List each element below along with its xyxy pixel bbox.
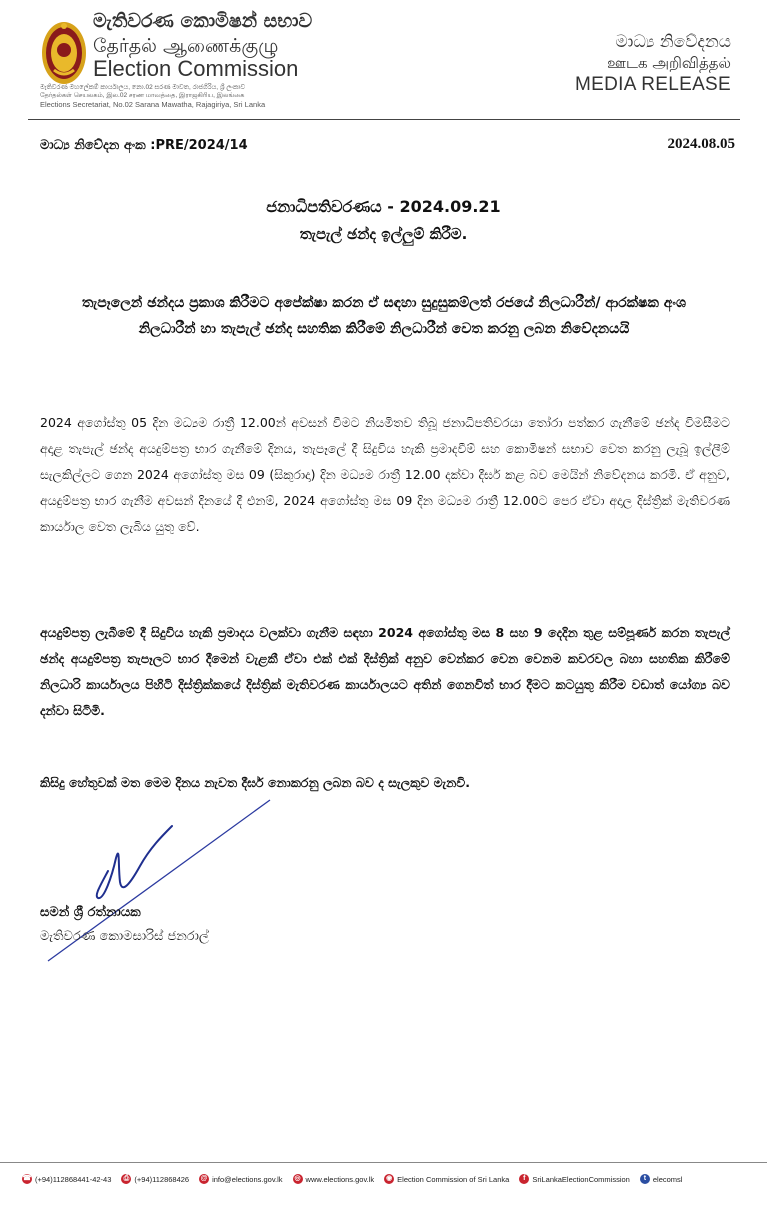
footer-website[interactable]: ◎ www.elections.gov.lk — [294, 1174, 375, 1184]
footer-contacts — [22, 1171, 692, 1187]
signatory-title: මැතිවරණ කොමසාරිස් ජනරාල් — [40, 929, 209, 944]
paragraph-2: අයදුම්පත්‍ර ලැබීමේ දී සිදුවිය හැකි ප්‍රමාදය වලක්වා ගැනීම සඳහා 2024 අගෝස්තු මස 8 සහ 9 දෙදින තුළ සම්පූර්ණ කරන තැපැල් ඡන්ද අයදුම්පත්‍ර තැපෑලට භාර දීමෙන් වැළකී ඒවා එක් එක් දිස්ත්‍රික් අනුව වෙන්කර වෙන වෙනම කවරවල බහා සහතික කිරීමේ නිලධාරි කාර්යාලය පිහිටි දිස්ත්‍රික්කයේ දිස්ත්‍රික් මැතිවරණ කාර්යාලයට අතින් ගෙනවිත් භාර දීමට කටයුතු කිරීම වඩාත් යෝග්‍ය බව දන්වා සිටිමි. — [40, 625, 730, 718]
media-release-sinhala: මාධ්‍ය නිවේදනය — [615, 32, 731, 52]
media-release-tamil: ஊடக அறிவித்தல் — [607, 54, 731, 72]
twitter-icon: t — [640, 1174, 650, 1184]
title-line-2: තැපැල් ඡන්ද ඉල්ලුම් කිරීම. — [299, 225, 468, 243]
address-tamil: தேர்தல்கள் செயலகம், இல.02 சரண மாவத்தை, இராஜகிரிய, இலங்கை — [40, 92, 245, 99]
footer-fax[interactable]: ⎙ (+94)112868426 — [121, 1174, 189, 1184]
footer-facebook[interactable]: f SriLankaElectionCommission — [519, 1174, 630, 1184]
facebook-icon: f — [519, 1174, 529, 1184]
paragraph-1: 2024 අගෝස්තු 05 දින මධ්‍යම රාත්‍රී 12.00න් අවසන් වීමට නියමිතව තිබූ ජනාධිපතිවරයා තෝරා පත්කර ගැනීමේ ඡන්ද විමසීමට අදාළ තැපැල් ඡන්ද අයදුම්පත්‍ර භාර ගැනීමේ දිනය, තැපෑලේ දී සිදුවිය හැකි ප්‍රමාදවීම් සහ කොමිෂන් සභාව වෙත කරනු ලැබූ ඉල්ලීම් සැලකිල්ලට ගෙන 2024 අගෝස්තු මස 09 (සිකුරාදා) දින මධ්‍යම රාත්‍රී 12.00 දක්වා දීර්ඝ කළ බව මෙයින් නිවේදනය කරමි. ඒ අනුව, අයදුම්පත්‍ර භාර ගැනීම අවසන් දිනයේ දී එනම්, 2024 අගෝස්තු මස 09 දින මධ්‍යම රාත්‍රී 12.00ට පෙර ඒවා අදාල දිස්ත්‍රික් මැතිවරණ කාර්යාල වෙත ලැබිය යුතු වේ. — [40, 415, 730, 534]
media-release-english: MEDIA RELEASE — [575, 74, 731, 95]
reference-number: මාධ්‍ය නිවේදන අංක :PRE/2024/14 — [40, 138, 248, 153]
footer-phone[interactable]: ☎ (+94)112868441-42-43 — [22, 1174, 112, 1184]
org-name-tamil: தேர்தல் ஆணைக்குழு — [93, 35, 279, 57]
subtitle: තැපෑලෙන් ඡන්දය ප්‍රකාශ කිරීමට අපේක්ෂා කරන ඒ සඳහා සුදුසුකම්ලත් රජයේ නිලධාරීන්/ ආරක්ෂක අංශ නිලධාරීන් හා තැපැල් ඡන්ද සහතික කිරීමේ නිලධාරීන් වෙත කරනු ලබන නිවේදනයයි — [82, 295, 686, 337]
org-icon: ◉ — [386, 1175, 393, 1182]
footer-email[interactable]: @ info@elections.gov.lk — [200, 1174, 283, 1184]
header-divider — [28, 119, 740, 120]
footer-divider — [0, 1162, 767, 1163]
address-english: Elections Secretariat, No.02 Sarana Mawatha, Rajagiriya, Sri Lanka — [40, 100, 266, 109]
title-line-1: ජනාධිපතිවරණය - 2024.09.21 — [266, 197, 501, 216]
footer-twitter[interactable]: t elecomsl — [640, 1174, 683, 1184]
paragraph-3: කිසිදු හේතුවක් මත මෙම දිනය නැවත දීර්ඝ නොකරනු ලබන බව ද සැලකුව මැනවි. — [40, 775, 470, 790]
web-icon: ◎ — [294, 1175, 301, 1182]
fax-icon: ⎙ — [121, 1174, 131, 1184]
org-name-english: Election Commission — [93, 56, 299, 81]
signatory-name: සමන් ශ්‍රී රත්නායක — [40, 905, 141, 920]
org-name-sinhala: මැතිවරණ කොමිෂන් සභාව — [93, 10, 313, 32]
sri-lanka-emblem-icon — [40, 20, 88, 86]
phone-icon: ☎ — [22, 1175, 32, 1182]
release-date: 2024.08.05 — [667, 136, 735, 152]
footer-organisation[interactable]: ◉ Election Commission of Sri Lanka — [386, 1174, 510, 1184]
address-sinhala: මැතිවරණ මහලේකම් කාර්යාලය, නො.02 සරණ මාවත, රාජගිරිය, ශ්‍රී ලංකාව — [40, 84, 246, 91]
email-icon: @ — [200, 1175, 208, 1182]
letterhead — [0, 0, 767, 120]
